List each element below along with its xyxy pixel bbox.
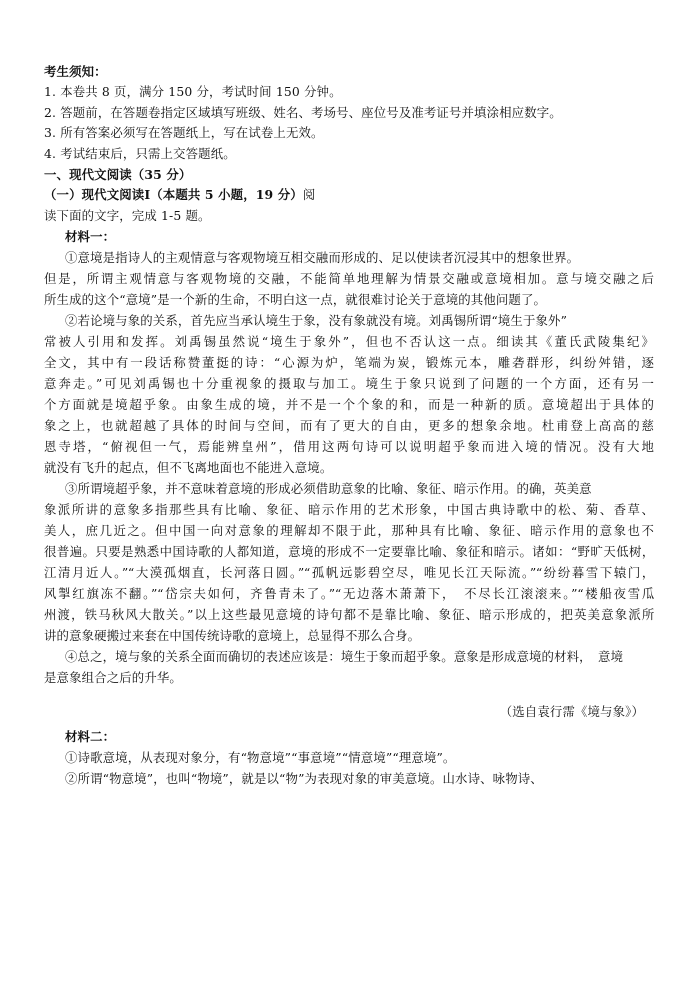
material1-line: ④总之，境与象的关系全面而确切的表述应该是：境生于象而超乎象。意象是形成意境的材料， 意境 — [65, 649, 624, 664]
material1-line: 意奔走。”可见刘禹锡也十分重视象的摄取与加工。境生于象只说到了问题的一个方面，还有另一 — [44, 376, 654, 391]
notice-item-4: 4. 考试结束后，只需上交答题纸。 — [44, 146, 236, 161]
material1-line: 讲的意象硬搬过来套在中国传统诗歌的意境上，总显得不那么合身。 — [44, 628, 421, 643]
material1-line: 象之上，也就超越了具体的时间与空间，而有了更大的自由，更多的想象余地。杜甫登上高高的慈 — [44, 418, 654, 433]
material1-line: 是意象组合之后的升华。 — [44, 670, 182, 685]
material2-line: ②所谓“物意境”，也叫“物境”，就是以“物”为表现对象的审美意境。山水诗、咏物诗、 — [65, 771, 543, 786]
section-heading: 一、现代文阅读（35 分） — [44, 167, 192, 182]
sub-heading — [44, 187, 654, 203]
sub-heading-tail: 阅 — [302, 187, 316, 202]
material1-line: 但是，所谓主观情意与客观物境的交融，不能简单地理解为情景交融或意境相加。意与境交融之后 — [44, 271, 654, 286]
material1-line: ①意境是指诗人的主观情意与客观物境互相交融而形成的、足以使读者沉浸其中的想象世界。 — [65, 250, 580, 265]
material2-label: 材料二： — [65, 729, 116, 744]
material1-label: 材料一： — [65, 229, 116, 244]
material1-source: （选自袁行霈《境与象》） — [499, 704, 644, 719]
material1-line: 所生成的这个“意境”是一个新的生命，不明白这一点，就很难讨论关于意境的其他问题了。 — [44, 292, 547, 307]
material1-line: 很普遍。只要是熟悉中国诗歌的人都知道，意境的形成不一定要靠比喻、象征和暗示。诸如：“野旷天低树， — [44, 544, 654, 559]
material1-line: 就没有飞升的起点，但不飞离地面也不能进入意境。 — [44, 460, 333, 475]
material1-line: 象派所讲的意象多指那些具有比喻、象征、暗示作用的艺术形象，中国古典诗歌中的松、菊、香草、 — [44, 502, 654, 517]
material1-line: 江清月近人。”“大漠孤烟直，长河落日圆。”“孤帆远影碧空尽，唯见长江天际流。”“纷纷暮雪下辕门， — [44, 565, 654, 580]
material1-line: 州渡，铁马秋风大散关。”以上这些最见意境的诗句都不是靠比喻、象征、暗示形成的，把英美意象派所 — [44, 607, 654, 622]
instruction: 读下面的文字，完成 1-5 题。 — [44, 208, 211, 223]
material1-line: 风掣红旗冻不翻。”“岱宗夫如何，齐鲁青未了。”“无边落木萧萧下， 不尽长江滚滚来。”“楼船夜雪瓜 — [44, 586, 654, 601]
material1-line: 美人，庶几近之。但中国一向对意象的理解却不限于此，那种具有比喻、象征、暗示作用的意象也不 — [44, 523, 654, 538]
notice-item-1: 1. 本卷共 8 页，满分 150 分，考试时间 150 分钟。 — [44, 84, 342, 99]
notice-item-3: 3. 所有答案必须写在答题纸上，写在试卷上无效。 — [44, 125, 324, 140]
material2-line: ①诗歌意境，从表现对象分，有“物意境”“事意境”“情意境”“理意境”。 — [65, 750, 456, 765]
material1-line: ②若论境与象的关系，首先应当承认境生于象，没有象就没有境。刘禹锡所谓“境生于象外” — [65, 313, 568, 328]
sub-heading-title: （一）现代文阅读Ⅰ（本题共 5 小题，19 分） — [44, 187, 303, 202]
material1-line: 恩寺塔，“俯视但一气，焉能辨皇州”，借用这两句诗可以说明超乎象而进入境的情况。没有大地 — [44, 439, 654, 454]
material1-line: ③所谓境超乎象，并不意味着意境的形成必须借助意象的比喻、象征、暗示作用。的确，英美意 — [65, 481, 592, 496]
notice-title: 考生须知： — [44, 64, 107, 79]
material1-line: 个方面就是境超乎象。由象生成的境，并不是一个个象的和，而是一种新的质。意境超出于具体的 — [44, 397, 654, 412]
material1-line: 全文，其中有一段话称赞董挺的诗：“心源为炉，笔端为炭，锻炼元本，雕砻群形，纠纷舛错，逐 — [44, 355, 654, 370]
notice-item-2: 2. 答题前，在答题卷指定区域填写班级、姓名、考场号、座位号及准考证号并填涂相应数字。 — [44, 105, 562, 120]
material1-line: 常被人引用和发挥。刘禹锡虽然说“境生于象外”，但也不否认这一点。细读其《董氏武陵集纪》 — [44, 334, 654, 349]
